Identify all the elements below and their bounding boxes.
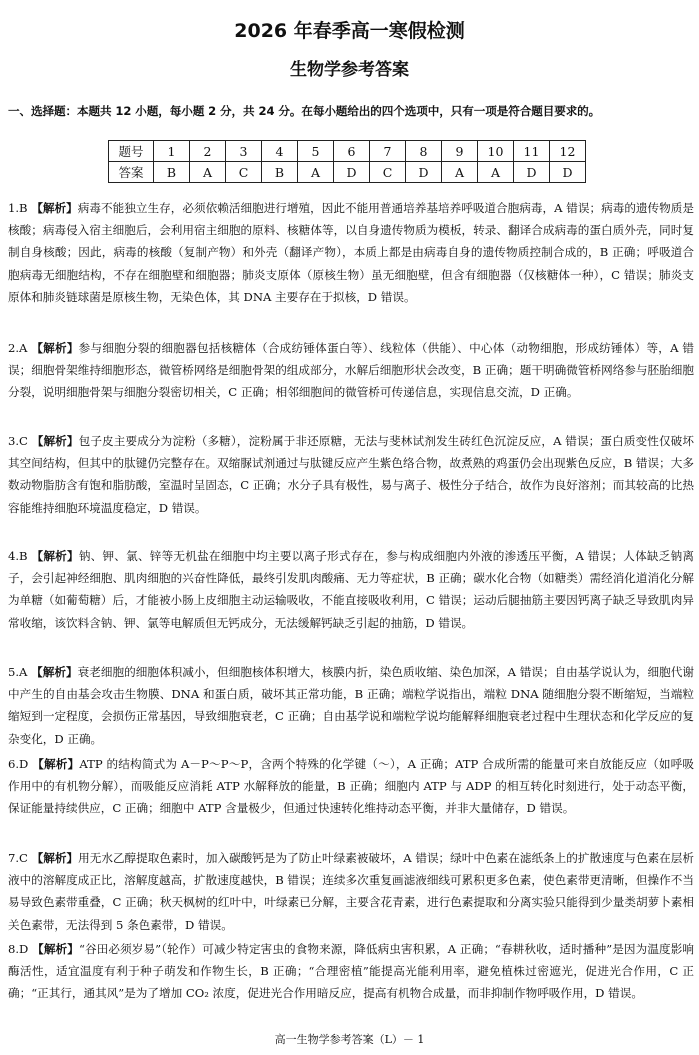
explanation-text: 钠、钾、氯、锌等无机盐在细胞中均主要以离子形式存在，参与构成细胞内外液的渗透压平衡，A 错误；人体缺乏钠离子，会引起神经细胞、肌肉细胞的兴奋性降低，最终引发肌肉酸痛、无力等症状，B 正确；碳水化合物（如糖类）需经消化道消化分解为单糖（如葡萄糖）后，才能被小肠上皮细胞主动运输吸收，不能直接吸收利用，C 错误；运动后腿抽筋主要因钙离子缺乏导致肌肉异常收缩，该饮料含钠、钾、氯等电解质但无钙成分，无法缓解钙缺乏引起的抽筋，D 错误。 [8,549,694,630]
explanation-text: ATP 的结构简式为 A－P～P～P，含两个特殊的化学键（～），A 正确；ATP 合成所需的能量可来自放能反应（如呼吸作用中的有机物分解），而吸能反应消耗 ATP 水解释放的能量，B 正确；细胞内 ATP 与 ADP 的相互转化时刻进行，处于动态平衡，保证能量持续供应，C 正确；细胞中 ATP 含量极少，但通过快速转化维持动态平衡，并非大量储存，D 错误。 [8,757,694,816]
table-header-cell: 答案 [109,162,154,183]
table-cell: 1 [154,141,190,162]
explanation-text: 用无水乙醇提取色素时，加入碳酸钙是为了防止叶绿素被破坏，A 错误；绿叶中色素在滤纸条上的扩散速度与色素在层析液中的溶解度成正比，溶解度越高，扩散速度越快，B 错误；连续多次重复画滤液细线可累积更多色素，使色素带更清晰，但操作不当易导致色素带重叠，C 正确；秋天枫树的红叶中，叶绿素已分解，主要含花青素，进行色素提取和分离实验只能得到少量类胡萝卜素相关色素带，无法得到 5 条色素带，D 错误。 [8,851,695,932]
question-number: 7.C [8,851,28,865]
table-cell: C [370,162,406,183]
table-cell: A [190,162,226,183]
table-cell: D [334,162,370,183]
table-header-cell: 题号 [109,141,154,162]
answer-explanation-4 [8,545,694,634]
table-cell: D [550,162,586,183]
analysis-tag: 【解析】 [32,942,79,956]
table-cell: 9 [442,141,478,162]
table-cell: 4 [262,141,298,162]
table-cell: 10 [478,141,514,162]
table-cell: A [298,162,334,183]
table-cell: D [514,162,550,183]
analysis-tag: 【解析】 [32,757,80,771]
question-number: 3.C [8,434,28,448]
question-number: 1.B [8,201,28,215]
question-number: 8.D [8,942,29,956]
table-row-numbers [109,141,586,162]
explanation-text: 病毒不能独立生存，必须依赖活细胞进行增殖，因此不能用普通培养基培养呼吸道合胞病毒，A 错误；病毒的遗传物质是核酸；病毒侵入宿主细胞后，会利用宿主细胞的原料、核糖体等，以自身遗传物质为模板，转录、翻译合成病毒的蛋白质外壳，同时复制自身核酸；因此，病毒的核酸（复制产物）和外壳（翻译产物），本质上都是由病毒自身的遗传物质控制合成的，B 正确；呼吸道合胞病毒无细胞结构，不存在细胞壁和细胞器；肺炎支原体（原核生物）虽无细胞壁，但含有细胞器（仅核糖体一种），C 错误；肺炎支原体和肺炎链球菌是原核生物，无染色体，其 DNA 主要存在于拟核，D 错误。 [8,201,695,304]
table-cell: 11 [514,141,550,162]
analysis-tag: 【解析】 [31,851,79,865]
question-number: 6.D [8,757,29,771]
table-cell: D [406,162,442,183]
answer-explanation-2 [8,337,694,404]
table-cell: B [154,162,190,183]
answer-table [108,140,586,183]
question-number: 4.B [8,549,28,563]
table-cell: C [226,162,262,183]
explanation-text: 衰老细胞的细胞体积减小，但细胞核体积增大，核膜内折，染色质收缩、染色加深，A 错误；自由基学说认为，细胞代谢中产生的自由基会攻击生物膜、DNA 和蛋白质，破坏其正常功能，B 正确；端粒学说指出，端粒 DNA 随细胞分裂不断缩短，当端粒缩短到一定程度，会损伤正常基因，导致细胞衰老，C 正确；自由基学说和端粒学说均能解释细胞衰老过程中生理状态和化学反应的复杂变化，D 正确。 [8,665,694,746]
table-cell: B [262,162,298,183]
analysis-tag: 【解析】 [31,665,78,679]
table-cell: 8 [406,141,442,162]
table-cell: 3 [226,141,262,162]
table-cell: A [478,162,514,183]
answer-explanation-7 [8,847,694,936]
explanation-text: 包子皮主要成分为淀粉（多糖），淀粉属于非还原糖，无法与斐林试剂发生砖红色沉淀反应，A 错误；蛋白质变性仅破坏其空间结构，但其中的肽键仍完整存在。双缩脲试剂通过与肽键反应产生紫色络合物，故煮熟的鸡蛋仍会出现紫色反应，B 错误；大多数动物脂肪含有饱和脂肪酸，室温时呈固态，C 正确；水分子具有极性，易与离子、极性分子结合，故作为良好溶剂；而其较高的比热容能维持细胞环境温度稳定，D 错误。 [8,434,694,515]
analysis-tag: 【解析】 [31,549,79,563]
answer-explanation-1 [8,197,694,308]
analysis-tag: 【解析】 [31,201,78,215]
table-cell: 2 [190,141,226,162]
question-number: 2.A [8,341,28,355]
table-cell: A [442,162,478,183]
answer-explanation-6 [8,753,694,820]
table-cell: 6 [334,141,370,162]
page-footer: 高一生物学参考答案（L）－ 1 [274,1033,425,1046]
question-number: 5.A [8,665,28,679]
answer-explanation-8 [8,938,694,1005]
analysis-tag: 【解析】 [31,341,79,355]
section-heading: 一、选择题：本题共 12 小题，每小题 2 分，共 24 分。在每小题给出的四个选项中，只有一项是符合题目要求的。 [8,104,601,118]
table-cell: 5 [298,141,334,162]
answer-explanation-3 [8,430,694,519]
explanation-text: 参与细胞分裂的细胞器包括核糖体（合成纺锤体蛋白等）、线粒体（供能）、中心体（动物细胞，形成纺锤体）等，A 错误；细胞骨架维持细胞形态，微管桥网络是细胞骨架的组成部分，水解后细胞形状会改变，B 正确；题干明确微管桥网络参与胚胎细胞分裂，说明细胞骨架与细胞分裂密切相关，C 正确；相邻细胞间的微管桥可传递信息，实现信息交流，D 正确。 [8,341,694,400]
answer-explanation-5 [8,661,694,750]
table-cell: 12 [550,141,586,162]
explanation-text: “谷田必须岁易”（轮作）可减少特定害虫的食物来源，降低病虫害积累，A 正确；“春耕秋收，适时播种”是因为温度影响酶活性，适宜温度有利于种子萌发和作物生长，B 正确；“合理密植”能提高光能利用率，避免植株过密遮光，促进光合作用，C 正确；“正其行，通其风”是为了增加 CO₂ 浓度，促进光合作用暗反应，提高有机物合成量，而非抑制作物呼吸作用，D 错误。 [8,942,694,1001]
page-subtitle: 生物学参考答案 [290,60,409,80]
table-row-answers [109,162,586,183]
table-cell: 7 [370,141,406,162]
analysis-tag: 【解析】 [31,434,79,448]
page-title: 2026 年春季高一寒假检测 [234,20,465,42]
